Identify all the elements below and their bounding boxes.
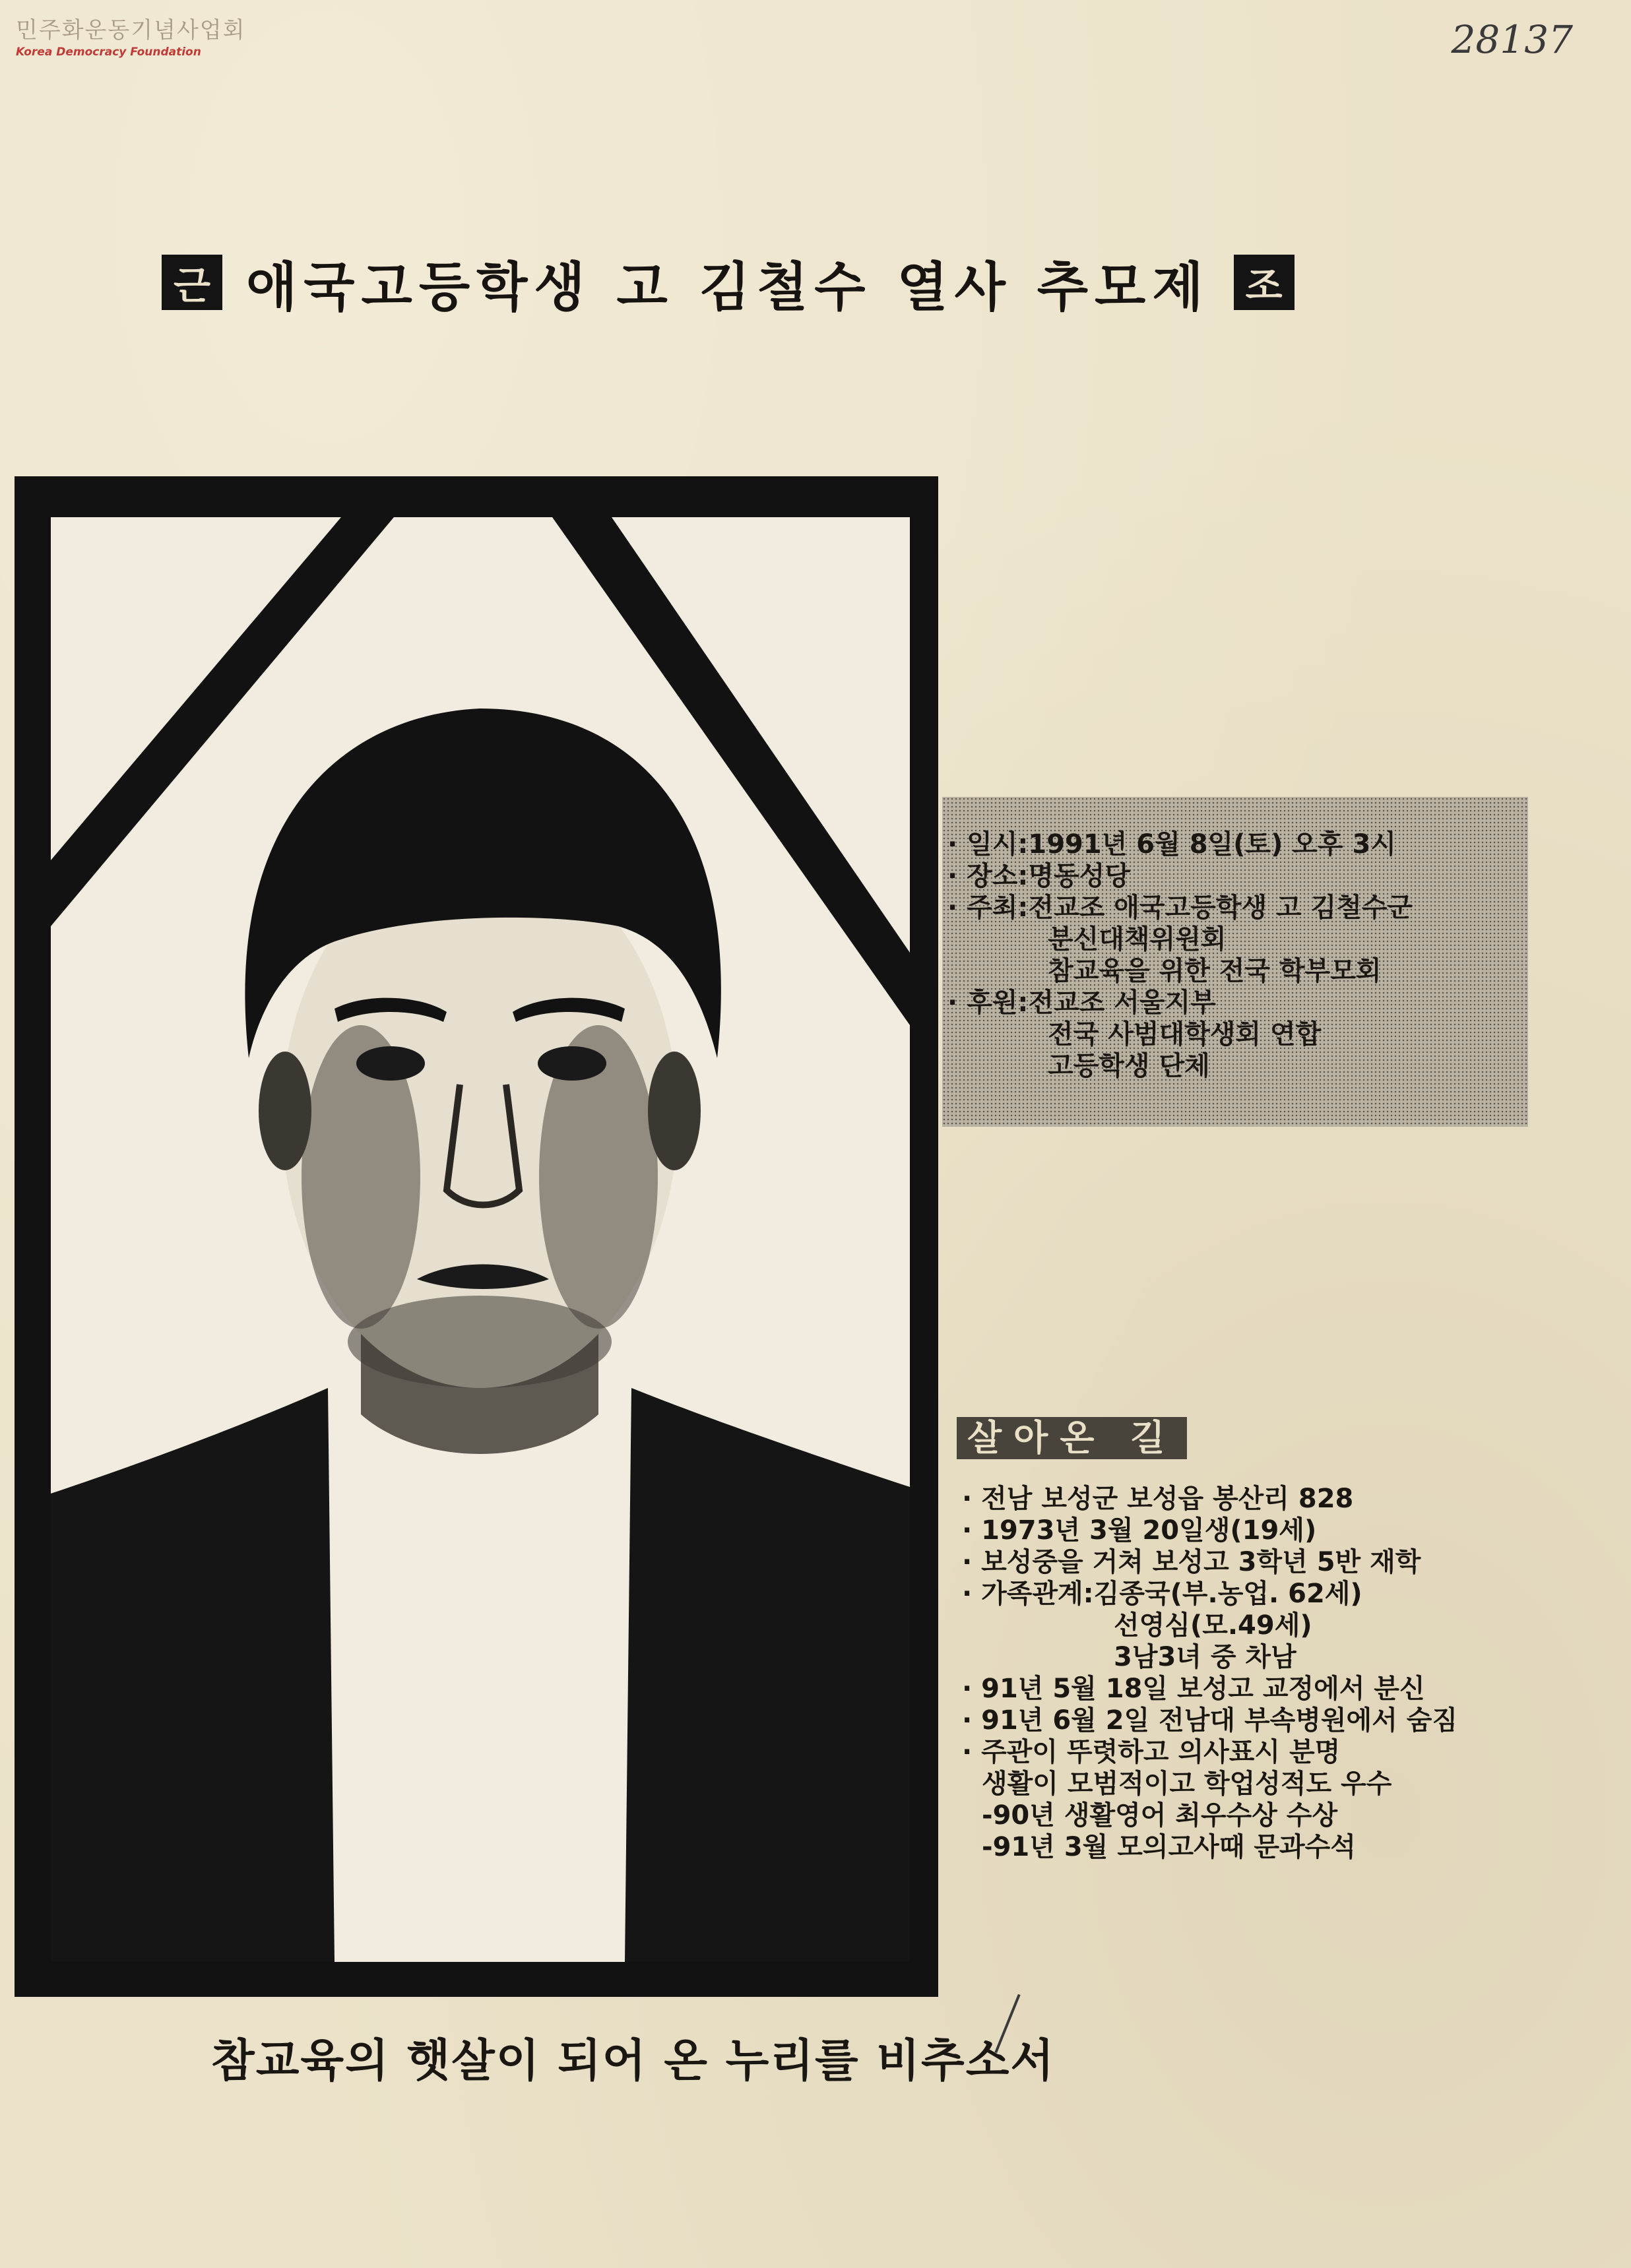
ear-right	[648, 1052, 701, 1170]
bio-line: 생활이 모범적이고 학업성적도 우수	[982, 1769, 1392, 1799]
bio-line: · 가족관계:김종국(부.농업. 62세)	[962, 1579, 1362, 1609]
bio-line: · 91년 5월 18일 보성고 교정에서 분신	[962, 1674, 1425, 1704]
title-left-mark: 근	[162, 255, 222, 310]
handwritten-document-number: 28137	[1451, 17, 1573, 62]
event-info-line: · 주최:전교조 애국고등학생 고 김철수군	[947, 893, 1413, 923]
event-info-line: · 장소:명동성당	[947, 861, 1130, 891]
event-info-line: 고등학생 단체	[1048, 1051, 1210, 1081]
memorial-portrait-frame	[15, 476, 938, 1997]
portrait-illustration	[51, 517, 910, 1962]
archive-logo	[16, 12, 245, 59]
event-info-line: · 일시:1991년 6월 8일(토) 오후 3시	[947, 829, 1396, 860]
bio-line: 3남3녀 중 차남	[1114, 1642, 1296, 1672]
bio-line: -91년 3월 모의고사때 문과수석	[982, 1832, 1356, 1862]
ear-left	[259, 1052, 311, 1170]
bio-line: 선영심(모.49세)	[1114, 1610, 1312, 1641]
event-info-line: 분신대책위원회	[1048, 924, 1227, 955]
event-info-panel	[942, 797, 1528, 1127]
bio-list	[962, 1483, 1556, 1863]
memorial-slogan: 참교육의 햇살이 되어 온 누리를 비추소서	[211, 2034, 1056, 2087]
portrait-photo	[51, 517, 910, 1962]
event-info-line: 참교육을 위한 전국 학부모회	[1048, 956, 1382, 986]
jacket-right	[625, 1388, 910, 1962]
bio-line: · 주관이 뚜렷하고 의사표시 분명	[962, 1737, 1341, 1767]
bio-line: · 보성중을 거쳐 보성고 3학년 5반 재학	[962, 1547, 1421, 1577]
archive-logo-english: Korea Democracy Foundation	[16, 46, 201, 59]
shirt	[335, 1388, 625, 1962]
archive-logo-korean: 민주화운동기념사업회	[16, 17, 246, 44]
bio-line: · 전남 보성군 보성읍 봉산리 828	[962, 1484, 1354, 1514]
eye-left	[356, 1046, 425, 1081]
eye-right	[538, 1046, 606, 1081]
page-title: 애국고등학생 고 김철수 열사 추모제	[246, 256, 1210, 318]
event-info-line: · 후원:전교조 서울지부	[947, 988, 1216, 1018]
bio-line: · 1973년 3월 20일생(19세)	[962, 1515, 1317, 1546]
memorial-title	[162, 249, 1323, 318]
bio-heading: 살아온 길	[957, 1417, 1187, 1459]
event-info-line: 전국 사범대학생회 연합	[1048, 1019, 1322, 1050]
bio-line: -90년 생활영어 최우수상 수상	[982, 1800, 1338, 1831]
chin-shadow	[348, 1296, 612, 1388]
jacket-left	[51, 1388, 335, 1962]
title-right-mark: 조	[1234, 255, 1295, 310]
bio-line: · 91년 6월 2일 전남대 부속병원에서 숨짐	[962, 1705, 1458, 1736]
